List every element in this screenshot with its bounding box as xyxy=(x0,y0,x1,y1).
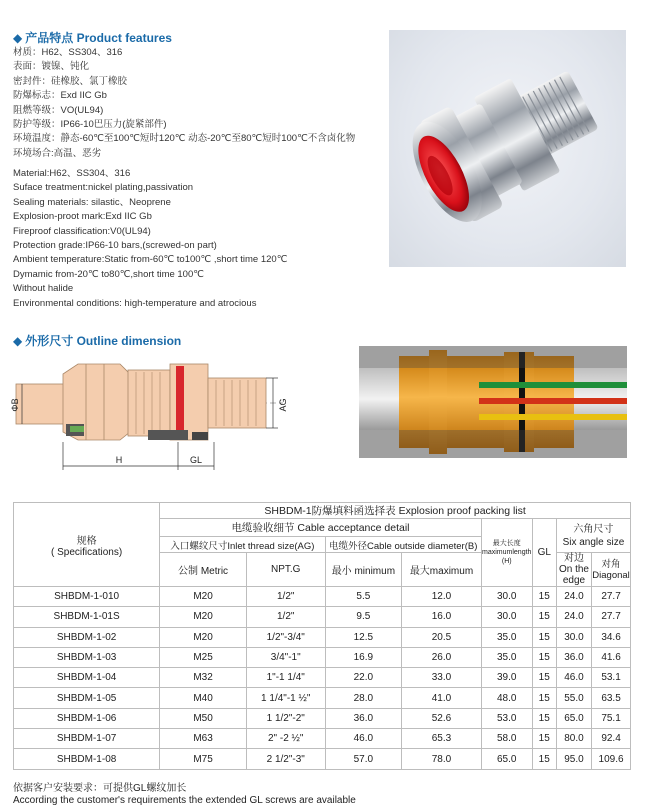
table-cell: 109.6 xyxy=(592,749,631,769)
table-cell: 1 1/2"-2" xyxy=(246,708,325,728)
table-cell: 15 xyxy=(532,587,556,607)
cable-gland-illustration xyxy=(389,30,626,267)
table-cell: 52.6 xyxy=(402,708,482,728)
note-en: According the customer's requirements the extended GL screws are available xyxy=(13,795,356,806)
features-heading xyxy=(13,29,172,46)
table-row xyxy=(14,668,631,688)
b-label: ΦB xyxy=(10,398,20,412)
table-cell: M25 xyxy=(160,647,247,667)
table-cell: 80.0 xyxy=(556,729,591,749)
table-title: SHBDM-1防爆填料函选择表 Explosion proof packing list xyxy=(160,503,631,519)
table-cell: 15 xyxy=(532,688,556,708)
table-cell: 33.0 xyxy=(402,668,482,688)
table-cell: 5.5 xyxy=(325,587,402,607)
table-cell: M32 xyxy=(160,668,247,688)
feature-line: Ambient temperature:Static from-60℃ to100℃ ,short time 120℃ xyxy=(13,254,288,266)
table-cell: 15 xyxy=(532,749,556,769)
table-row xyxy=(14,607,631,627)
table-cell: SHBDM-1-06 xyxy=(14,708,160,728)
table-cell: SHBDM-1-02 xyxy=(14,627,160,647)
table-cell: 15 xyxy=(532,729,556,749)
table-cell: 35.0 xyxy=(481,647,532,667)
table-cell: 58.0 xyxy=(481,729,532,749)
inlet-header: 入口螺纹尺寸Inlet thread size(AG) xyxy=(160,537,325,553)
table-cell: 2" -2 ½" xyxy=(246,729,325,749)
six-angle-header xyxy=(556,519,630,553)
table-cell: 16.0 xyxy=(402,607,482,627)
table-cell: 55.0 xyxy=(556,688,591,708)
outline-heading-cn: 外形尺寸 xyxy=(25,334,74,348)
table-cell: 24.0 xyxy=(556,587,591,607)
feature-line: 表面：镀镍、钝化 xyxy=(13,61,90,73)
six-angle-cn: 六角尺寸 xyxy=(573,523,614,535)
feature-line: 防护等级：IP66-10巴压力(旋紧部件) xyxy=(13,119,167,131)
spec-header xyxy=(14,503,160,587)
table-cell: 15 xyxy=(532,627,556,647)
table-cell: 16.9 xyxy=(325,647,402,667)
feature-line: 阻燃等级：VO(UL94) xyxy=(13,104,104,116)
table-cell: 15 xyxy=(532,708,556,728)
min-header: 最小 minimum xyxy=(325,553,402,587)
feature-line: Explosion-proot mark:Exd IIC Gb xyxy=(13,211,152,223)
product-photo xyxy=(389,30,626,267)
table-cell: 3/4"-1" xyxy=(246,647,325,667)
table-cell: 28.0 xyxy=(325,688,402,708)
table-cell: 15 xyxy=(532,647,556,667)
table-cell: SHBDM-1-04 xyxy=(14,668,160,688)
cable-detail-header: 电缆验收细节 Cable acceptance detail xyxy=(160,519,482,537)
outside-header: 电缆外径Cable outside diameter(B) xyxy=(325,537,481,553)
metric-header: 公制 Metric xyxy=(160,553,247,587)
feature-line: Fireproof classification:V0(UL94) xyxy=(13,225,151,237)
features-en-list xyxy=(13,167,287,311)
table-row xyxy=(14,647,631,667)
diamond-icon: ◆ xyxy=(13,31,23,45)
table-cell: 27.7 xyxy=(592,607,631,627)
table-cell: 41.0 xyxy=(402,688,482,708)
feature-line: 环境场合:高温、恶劣 xyxy=(13,147,102,159)
table-cell: 95.0 xyxy=(556,749,591,769)
table-cell: SHBDM-1-05 xyxy=(14,688,160,708)
table-cell: 75.1 xyxy=(592,708,631,728)
table-row xyxy=(14,708,631,728)
table-cell: 30.0 xyxy=(481,607,532,627)
table-cell: SHBDM-1-01S xyxy=(14,607,160,627)
table-row xyxy=(14,587,631,607)
feature-line: Material:H62、SS304、316 xyxy=(13,168,131,179)
table-cell: 1/2"-3/4" xyxy=(246,627,325,647)
table-cell: 36.0 xyxy=(325,708,402,728)
maxlen-cn: 最大长度 xyxy=(492,540,521,547)
npt-header: NPT.G xyxy=(246,553,325,587)
table-cell: 15 xyxy=(532,607,556,627)
feature-line: Protection grade:IP66-10 bars,(screwed-on part) xyxy=(13,240,217,252)
table-cell: 9.5 xyxy=(325,607,402,627)
table-cell: 26.0 xyxy=(402,647,482,667)
table-body xyxy=(14,587,631,770)
diamond-icon: ◆ xyxy=(13,334,23,348)
table-cell: 48.0 xyxy=(481,688,532,708)
table-cell: 1/2" xyxy=(246,607,325,627)
feature-line: Sealing materials: silastic、Neoprene xyxy=(13,196,171,208)
outline-drawing xyxy=(8,352,298,477)
table-row xyxy=(14,627,631,647)
outline-heading xyxy=(13,332,181,349)
table-cell: 53.1 xyxy=(592,668,631,688)
table-cell: 35.0 xyxy=(481,627,532,647)
notes xyxy=(13,783,356,807)
table-cell: M40 xyxy=(160,688,247,708)
max-header: 最大maximum xyxy=(402,553,482,587)
table-cell: 30.0 xyxy=(481,587,532,607)
feature-line: 材质：H62、SS304、316 xyxy=(13,47,123,58)
note-cn: 依据客户安装要求：可提供GL螺纹加长 xyxy=(13,783,187,794)
table-cell: 36.0 xyxy=(556,647,591,667)
table-cell: SHBDM-1-08 xyxy=(14,749,160,769)
features-cn-list xyxy=(13,46,355,161)
table-cell: 78.0 xyxy=(402,749,482,769)
edge-header xyxy=(556,553,591,587)
table-cell: 46.0 xyxy=(325,729,402,749)
gl-label: GL xyxy=(189,455,203,465)
table-cell: 15 xyxy=(532,668,556,688)
table-cell: 1/2" xyxy=(246,587,325,607)
spec-header-cn: 规格 xyxy=(76,535,97,547)
table-cell: 1 1/4"-1 ½" xyxy=(246,688,325,708)
table-cell: M20 xyxy=(160,627,247,647)
maxlen-en: maximumlength xyxy=(482,549,532,556)
table-cell: 57.0 xyxy=(325,749,402,769)
table-cell: SHBDM-1-07 xyxy=(14,729,160,749)
table-cell: 22.0 xyxy=(325,668,402,688)
outline-heading-en: Outline dimension xyxy=(76,334,182,348)
six-angle-en: Six angle size xyxy=(562,536,625,548)
edge-en2: edge xyxy=(562,575,586,586)
feature-line: Suface treatment:nickel plating,passivation xyxy=(13,182,194,194)
maxlen-header xyxy=(481,519,532,587)
diag-cn: 对角 xyxy=(601,558,621,570)
table-cell: 65.0 xyxy=(556,708,591,728)
table-cell: 20.5 xyxy=(402,627,482,647)
table-cell: M50 xyxy=(160,708,247,728)
cutaway-photo xyxy=(359,346,627,458)
table-cell: M75 xyxy=(160,749,247,769)
table-cell: 53.0 xyxy=(481,708,532,728)
table-row xyxy=(14,688,631,708)
feature-line: 防爆标志：Exd IIC Gb xyxy=(13,90,107,102)
table-cell: 46.0 xyxy=(556,668,591,688)
table-cell: 39.0 xyxy=(481,668,532,688)
table-cell: 24.0 xyxy=(556,607,591,627)
table-cell: 92.4 xyxy=(592,729,631,749)
feature-line: Environmental conditions: high-temperature and atrocious xyxy=(13,297,257,309)
table-cell: 1"-1 1/4" xyxy=(246,668,325,688)
features-heading-cn: 产品特点 xyxy=(25,31,74,45)
table-cell: 41.6 xyxy=(592,647,631,667)
table-cell: M20 xyxy=(160,607,247,627)
table-cell: 12.5 xyxy=(325,627,402,647)
feature-line: 环境温度：静态-60℃至100℃短时120℃ 动态-20℃至80℃短时100℃不含卤化物 xyxy=(13,133,356,145)
feature-line: 密封件：硅橡胶、氯丁橡胶 xyxy=(13,75,128,87)
table-cell: 2 1/2"-3" xyxy=(246,749,325,769)
table-row xyxy=(14,729,631,749)
ag-label: AG xyxy=(278,398,288,412)
gl-header: GL xyxy=(532,519,556,587)
table-cell: SHBDM-1-010 xyxy=(14,587,160,607)
table-cell: M20 xyxy=(160,587,247,607)
diag-en: Diagonal xyxy=(592,569,630,581)
features-heading-en: Product features xyxy=(76,31,172,45)
table-cell: 65.3 xyxy=(402,729,482,749)
maxlen-h: (H) xyxy=(501,558,512,565)
feature-line: Without halide xyxy=(13,283,74,295)
packing-list-table xyxy=(13,502,631,770)
table-cell: 65.0 xyxy=(481,749,532,769)
table-cell: 34.6 xyxy=(592,627,631,647)
edge-en1: On the xyxy=(558,564,589,575)
table-row xyxy=(14,749,631,769)
table-cell: SHBDM-1-03 xyxy=(14,647,160,667)
table-cell: M63 xyxy=(160,729,247,749)
feature-line: Dymamic from-20℃ to80℃,short time 100℃ xyxy=(13,268,204,280)
h-label: H xyxy=(115,455,123,465)
table-cell: 63.5 xyxy=(592,688,631,708)
table-cell: 12.0 xyxy=(402,587,482,607)
diag-header xyxy=(592,553,631,587)
table-cell: 30.0 xyxy=(556,627,591,647)
spec-header-en: ( Specifications) xyxy=(51,546,123,558)
table-cell: 27.7 xyxy=(592,587,631,607)
edge-cn: 对边 xyxy=(563,553,584,564)
